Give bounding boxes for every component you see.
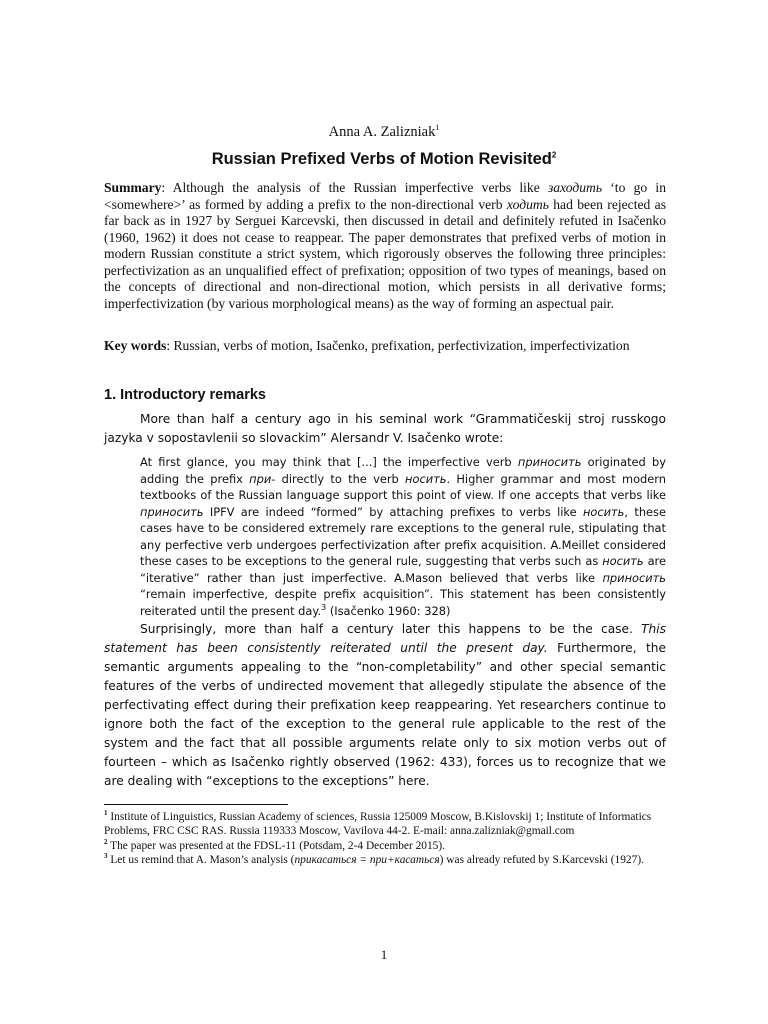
keywords-text: : Russian, verbs of motion, Isačenko, prefixation, perfectivization, imperfectivization xyxy=(166,338,630,353)
author-footnote-ref[interactable]: 1 xyxy=(435,123,440,133)
summary-text: had been rejected as far back as in 1927 by Serguei Karcevski, then discussed in detail and definitely refuted in Isačenko (1960, 1962) it does not cease to reappear. The paper demonstrates that prefixed verbs of motion in modern Russian constitute a strict system, which rigorously observes the following three principles: perfectivization as an unqualified effect of prefixation; opposition of two types of meanings, based on the concepts of directional and non-directional motion, which persists in all derivative forms; imperfectivization (by various morphological means) as the way of forming an aspectual pair. xyxy=(104,196,666,311)
footnotes xyxy=(104,810,666,867)
quote-text: , these cases have to be considered extremely rare exceptions to the general rule, stipulating that any perfective verb undergoes perfectivization after prefix acquisition. A.Meillet considered these cases to be exceptions to the general rule, suggesting that verbs such as xyxy=(140,504,666,568)
summary-text: : Although the analysis of the Russian imperfective verbs like xyxy=(161,180,548,195)
footnote-divider xyxy=(104,804,288,805)
author-name: Anna A. Zalizniak xyxy=(328,124,436,140)
footnote-1 xyxy=(104,810,666,839)
intro-paragraph: More than half a century ago in his seminal work “Grammatičeskij stroj russkogo jazyka v sopostavlenii so slovackim” Alersandr V. Isačenko wrote: xyxy=(104,412,666,445)
page-number: 1 xyxy=(380,947,388,962)
quote-footnote-ref[interactable]: 3 xyxy=(321,602,327,612)
quote-text: originated by adding the prefix xyxy=(140,455,666,486)
block-quote xyxy=(140,454,666,619)
quote-russian-word: носить xyxy=(602,554,644,568)
discussion-paragraph xyxy=(104,620,666,791)
quote-text: . Higher grammar and most modern textbooks of the Russian language support this point of view. If one accepts that verbs like xyxy=(140,471,666,502)
summary-paragraph xyxy=(104,180,666,312)
author-line xyxy=(0,124,768,141)
paper-title xyxy=(0,150,768,169)
footnote-russian-word: прикасаться = при+касаться xyxy=(294,853,440,866)
title-text: Russian Prefixed Verbs of Motion Revisited xyxy=(211,150,552,168)
footnote-number: 3 xyxy=(104,852,108,861)
quote-text: IPFV are indeed “formed” by attaching prefixes to verbs like xyxy=(203,504,583,519)
footnote-number: 1 xyxy=(104,809,108,818)
footnote-text: ) was already refuted by S.Karcevski (1927). xyxy=(439,853,644,866)
quote-russian-word: носить xyxy=(405,471,447,486)
quote-russian-word: носить xyxy=(582,504,625,519)
footnote-text: The paper was presented at the FDSL-11 (Potsdam, 2-4 December 2015). xyxy=(107,839,446,852)
footnote-text: Institute of Linguistics, Russian Academy of sciences, Russia 125009 Moscow, B.Kislovskij 1; Institute of Informatics Problems, FRC CSC RAS. Russia 119333 Moscow, Vavilova 44-2. E-mail: anna.zalizniak@gmail.com xyxy=(104,811,652,838)
quote-text: “remain imperfective, despite prefix acquisition”. This statement has been consistently reiterated until the present day. xyxy=(140,587,666,618)
summary-russian-word: заходить xyxy=(547,180,603,195)
quote-russian-word: приносить xyxy=(602,570,666,585)
quote-citation: (Isačenko 1960: 328) xyxy=(326,603,451,618)
keywords-label: Key words xyxy=(104,338,167,353)
section-heading: 1. Introductory remarks xyxy=(104,387,266,403)
discussion-emphasis: This statement has been consistently reiterated until the present day. xyxy=(104,622,666,655)
quote-russian-word: при- xyxy=(249,471,276,486)
summary-label: Summary xyxy=(104,180,162,195)
discussion-text: Furthermore, the semantic arguments appealing to the “non-completability” and other special semantic features of the verbs of undirected movement that allegedly stipulate the absence of the perfectivating effect during their prefixation keep reappearing. Yet researchers continue to ignore both the fact of the exception to the general rule applicable to the rest of the system and the fact that all possible arguments relate only to six motion verbs out of fourteen – which as Isačenko rightly observed (1962: 433), forces us to recognize that we are dealing with “exceptions to the exceptions” here. xyxy=(104,641,667,788)
quote-russian-word: приносить xyxy=(140,504,204,519)
footnote-text: Let us remind that A. Mason’s analysis ( xyxy=(107,853,295,866)
quote-text: directly to the verb xyxy=(275,471,406,486)
keywords-paragraph xyxy=(104,338,666,355)
quote-text: are “iterative” rather than just imperfective. A.Mason believed that verbs like xyxy=(140,554,666,585)
title-footnote-ref[interactable]: 2 xyxy=(551,150,557,160)
footnote-number: 2 xyxy=(104,837,108,846)
summary-text: ‘to go in <somewhere>’ as formed by adding a prefix to the non-directional verb xyxy=(104,180,666,212)
discussion-text: Surprisingly, more than half a century later this happens to be the case. xyxy=(140,622,642,636)
quote-russian-word: приносить xyxy=(517,455,582,469)
footnote-3 xyxy=(104,853,666,867)
footnote-2 xyxy=(104,839,666,853)
quote-text: At first glance, you may think that [...] the imperfective verb xyxy=(140,455,518,469)
summary-russian-word: ходить xyxy=(506,196,549,212)
